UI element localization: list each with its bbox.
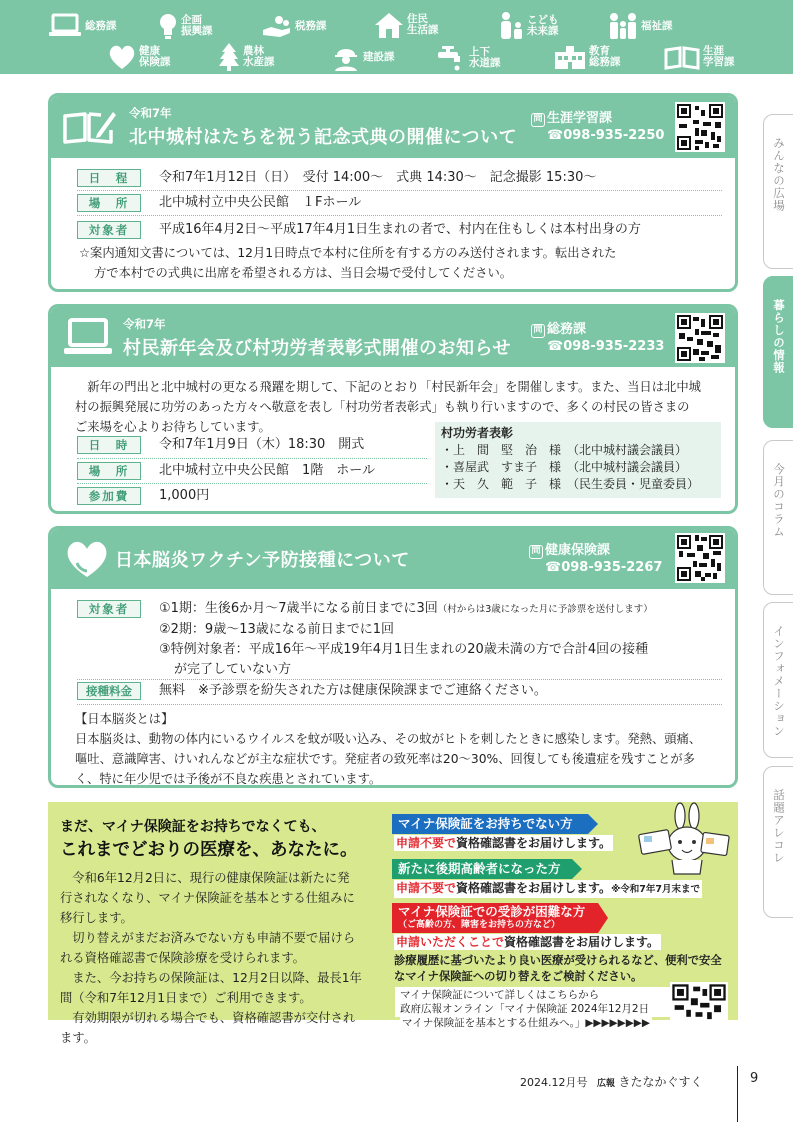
case1-rest: 資格確認書をお届けします。 bbox=[456, 836, 612, 850]
fee-text: 無料 ※予診票を紛失された方は健康保険課までご連絡ください。 bbox=[159, 683, 547, 698]
mynumber-headline-1: まだ、マイナ保険証をお持ちでなくても、 bbox=[60, 819, 326, 835]
laptop-icon bbox=[63, 317, 113, 357]
awardee-item: ・喜屋武 すま子 様 （北中城村議会議員） bbox=[441, 460, 688, 474]
case2-banner: 新たに後期高齢者になった方 bbox=[398, 861, 561, 876]
dept-label: 健康 保険課 bbox=[139, 45, 171, 68]
contact-tel: ☎098-935-2233 bbox=[547, 339, 665, 354]
dept-label: 総務課 bbox=[85, 19, 117, 32]
about-line: 嘔吐、意識障害、けいれんなどが主な症状です。発症者の致死率は20〜30%、回復しても後遺症を残すことが多 bbox=[75, 752, 695, 766]
inquiry-icon: 問 bbox=[531, 324, 545, 338]
dept-label: 教育 総務課 bbox=[589, 45, 621, 68]
footer-kouhou: 広報 bbox=[597, 1079, 616, 1089]
contact-tel: ☎098-935-2267 bbox=[545, 560, 663, 575]
dept-kensetsu[interactable] bbox=[332, 43, 395, 71]
contact-info bbox=[531, 321, 664, 355]
target-list bbox=[159, 599, 653, 680]
body-line: 令和6年12月2日に、現行の健康保険証は新たに発 bbox=[60, 871, 350, 885]
venue-text: 北中城村立中央公民館 1階 ホール bbox=[159, 463, 376, 478]
dept-label: 福祉課 bbox=[641, 19, 673, 32]
target-text: 平成16年4月2日〜平成17年4月1日生まれの者で、村内在住もしくは本村出身の方 bbox=[159, 222, 641, 237]
tab-label: 話題アレコレ bbox=[772, 789, 786, 864]
notice-paragraph bbox=[79, 243, 616, 283]
article-title: 北中城村はたちを祝う記念式典の開催について bbox=[129, 127, 518, 148]
tab-label: 今月のコラム bbox=[772, 463, 786, 538]
venue-row bbox=[77, 461, 375, 481]
article-header bbox=[51, 96, 735, 158]
fee-row bbox=[77, 681, 547, 701]
contact-info bbox=[529, 542, 662, 576]
contact-dept: 生涯学習課 bbox=[547, 111, 613, 126]
link-line: 政府広報オンライン「マイナ保険証 2024年12月2日 bbox=[400, 1003, 650, 1015]
book-icon bbox=[664, 44, 700, 70]
dept-zeimu[interactable] bbox=[262, 14, 327, 38]
case2-note: ※令和7年7月末まで bbox=[611, 884, 701, 895]
venue-tag: 場 所 bbox=[77, 462, 141, 480]
schedule-row bbox=[77, 168, 596, 188]
coins-hand-icon bbox=[262, 14, 292, 38]
case3-red: 申請いただくことで bbox=[396, 935, 505, 949]
schedule-tag: 日 程 bbox=[77, 169, 141, 187]
intro-line: 村の振興発展に功労のあった方々へ敬意を表し「村功労者表彰式」も執り行いますので、多くの村民の皆さまの bbox=[75, 400, 690, 414]
case1-line bbox=[394, 835, 613, 851]
awardee-item: ・上 間 堅 治 様 （北中城村議会議員） bbox=[441, 443, 688, 457]
article-title: 村民新年会及び村功労者表彰式開催のお知らせ bbox=[123, 338, 511, 359]
footer-magazine: きたなかぐすく bbox=[618, 1075, 703, 1089]
fee-tag: 参加費 bbox=[77, 487, 141, 505]
notice-line: ☆案内通知文書については、12月1日時点で本村に住所を有する方のみ送付されます。転出された bbox=[79, 246, 617, 260]
dept-label: 税務課 bbox=[295, 19, 327, 32]
body-line: 間（令和7年12月1日まで）ご利用できます。 bbox=[60, 991, 312, 1005]
worker-icon bbox=[332, 43, 360, 71]
case3-line bbox=[394, 934, 661, 950]
datetime-tag: 日 時 bbox=[77, 436, 141, 454]
awardees-title: 村功労者表彰 bbox=[441, 426, 514, 440]
target-item bbox=[159, 599, 653, 620]
article-coming-of-age bbox=[48, 93, 738, 292]
recommend-line: 診療履歴に基づいたより良い医療が受けられるなど、便利で安全 bbox=[394, 954, 722, 967]
dept-kikaku[interactable] bbox=[158, 12, 213, 40]
dept-shogai[interactable] bbox=[664, 44, 735, 70]
dept-jogesui[interactable] bbox=[436, 44, 501, 72]
inquiry-icon: 問 bbox=[531, 113, 545, 127]
qr-code-icon[interactable] bbox=[675, 533, 725, 583]
intro-line: ご来場を心よりお待ちしています。 bbox=[75, 420, 271, 434]
tab-wadai-arekore[interactable] bbox=[763, 766, 793, 918]
qr-code-icon[interactable] bbox=[670, 982, 728, 1020]
about-line: く、特に年少児では予後が不良な疾患とされています。 bbox=[75, 772, 382, 786]
tab-minna-no-hiroba[interactable] bbox=[763, 114, 793, 269]
dept-label: 生涯 学習課 bbox=[703, 45, 735, 68]
body-line: ます。 bbox=[60, 1031, 96, 1045]
datetime-text: 令和7年1月9日（木）18:30 開式 bbox=[159, 437, 365, 452]
article-era: 令和7年 bbox=[129, 106, 172, 120]
tab-label: みんなの広場 bbox=[772, 137, 786, 212]
tree-icon bbox=[218, 42, 240, 72]
row-divider bbox=[77, 679, 722, 680]
dept-soumu[interactable] bbox=[48, 13, 117, 39]
article-new-year-party bbox=[48, 304, 738, 514]
tab-label: 暮らしの情報 bbox=[772, 299, 786, 374]
dept-label: こども 未来課 bbox=[527, 14, 559, 37]
dept-fukushi[interactable] bbox=[608, 12, 673, 40]
case3-banner-sub: （ご高齢の方、障害をお持ちの方など） bbox=[398, 920, 561, 930]
row-divider bbox=[77, 483, 427, 484]
awardees-box bbox=[435, 422, 721, 498]
case3-banner bbox=[394, 903, 586, 930]
tab-kongetsu-no-column[interactable] bbox=[763, 440, 793, 595]
contact-info bbox=[531, 110, 664, 144]
target-item-note: （村からは3歳になった月に予診票を送付します） bbox=[437, 604, 653, 615]
heart-icon bbox=[65, 539, 109, 579]
family-icon bbox=[608, 12, 638, 40]
dept-label: 企画 振興課 bbox=[181, 14, 213, 37]
article-header bbox=[51, 307, 735, 367]
mynumber-headline-2: これまでどおりの医療を、あなたに。 bbox=[60, 840, 358, 860]
body-line: 行されなくなり、マイナ保険証を基本とする仕組みに bbox=[60, 891, 355, 905]
article-title: 日本脳炎ワクチン予防接種について bbox=[115, 550, 410, 571]
venue-text: 北中城村立中央公民館 １Fホール bbox=[159, 195, 362, 210]
link-line: マイナ保険証を基本とする仕組みへ。」▶▶▶▶▶▶▶▶ bbox=[402, 1017, 650, 1029]
house-icon bbox=[374, 11, 404, 39]
case2-line bbox=[394, 880, 702, 898]
dept-label: 住民 生活課 bbox=[407, 13, 439, 36]
page-number: 9 bbox=[750, 1071, 759, 1086]
schedule-text: 令和7年1月12日（日） 受付 14:00〜 式典 14:30〜 記念撮影 15:30〜 bbox=[159, 170, 597, 185]
dept-norin[interactable] bbox=[218, 42, 275, 72]
target-item: ③特例対象者：平成16年〜平成19年4月1日生まれの20歳未満の方で合計4回の接種 bbox=[159, 642, 649, 657]
body-line: 切り替えがまだお済みでない方も申請不要で届けら bbox=[60, 931, 356, 945]
dept-label: 建設課 bbox=[363, 50, 395, 63]
gov-pr-link-text-2[interactable] bbox=[400, 1016, 652, 1030]
case1-red: 申請不要で bbox=[396, 836, 457, 850]
case1-banner: マイナ保険証をお持ちでない方 bbox=[398, 816, 573, 831]
datetime-row bbox=[77, 435, 364, 455]
target-item: が完了していない方 bbox=[174, 662, 292, 677]
row-divider bbox=[77, 215, 722, 216]
case2-rest: 資格確認書をお届けします。 bbox=[456, 881, 612, 895]
target-tag: 対象者 bbox=[77, 600, 141, 618]
dept-label: 農林 水産課 bbox=[243, 45, 275, 68]
article-header bbox=[51, 529, 735, 589]
faucet-icon bbox=[436, 44, 466, 72]
dept-label: 上下 水道課 bbox=[469, 46, 501, 69]
heart-icon bbox=[108, 44, 136, 70]
article-era: 令和7年 bbox=[123, 317, 166, 331]
article-japanese-encephalitis bbox=[48, 526, 738, 788]
row-divider bbox=[77, 704, 722, 705]
tab-kurashi-no-joho[interactable] bbox=[763, 276, 793, 428]
laptop-icon bbox=[48, 13, 82, 39]
about-line: 日本脳炎は、動物の体内にいるウイルスを蚊が吸い込み、その蚊がヒトを刺したときに感染します。発熱、頭痛、 bbox=[75, 732, 702, 746]
school-icon bbox=[554, 44, 586, 70]
dept-kyoiku[interactable] bbox=[554, 44, 621, 70]
target-row bbox=[77, 220, 641, 240]
link-line: マイナ保険証について詳しくはこちらから bbox=[400, 989, 600, 1001]
about-paragraph bbox=[75, 709, 701, 788]
notice-line: 方で本村での式典に出席を希望される方は、当日会場で受付してください。 bbox=[94, 266, 513, 280]
target-tag: 対象者 bbox=[77, 221, 141, 239]
body-line: れる資格確認書で保険診療を受けられます。 bbox=[60, 951, 305, 965]
book-pen-icon bbox=[61, 108, 117, 144]
recommend-line: なマイナ保険証への切り替えをご検討ください。 bbox=[394, 970, 643, 983]
row-divider bbox=[77, 190, 722, 191]
recommend-text bbox=[394, 953, 722, 985]
lightbulb-icon bbox=[158, 12, 178, 40]
target-item: ②2期：9歳〜13歳になる前日までに1回 bbox=[159, 622, 395, 637]
contact-dept: 総務課 bbox=[547, 322, 587, 337]
fee-row bbox=[77, 486, 209, 506]
gov-pr-link-text[interactable] bbox=[400, 1002, 649, 1016]
contact-dept: 健康保険課 bbox=[545, 543, 611, 558]
body-line: 有効期限が切れる場合でも、資格確認書が交付され bbox=[60, 1011, 356, 1025]
contact-tel: ☎098-935-2250 bbox=[547, 128, 665, 143]
body-line: また、今お持ちの保険証は、12月2日以降、最長1年 bbox=[60, 971, 362, 985]
dept-kodomo[interactable] bbox=[498, 12, 559, 40]
dept-kenko[interactable] bbox=[108, 44, 171, 70]
footer-rule bbox=[737, 1066, 738, 1122]
tab-information[interactable] bbox=[763, 602, 793, 758]
footer-issue: 2024.12月号 bbox=[520, 1076, 588, 1089]
target-item-text: ①1期：生後6か月〜7歳半になる前日までに3回 bbox=[159, 601, 438, 616]
qr-code-icon[interactable] bbox=[675, 102, 725, 152]
intro-line: 新年の門出と北中城村の更なる飛躍を期して、下記のとおり「村民新年会」を開催します。また、当日は北中城 bbox=[75, 380, 701, 394]
body-line: 移行します。 bbox=[60, 911, 133, 925]
fee-tag: 接種料金 bbox=[77, 682, 141, 700]
tab-label: インフォメーション bbox=[772, 625, 786, 738]
footer-issue-info bbox=[520, 1073, 703, 1090]
venue-row bbox=[77, 193, 361, 213]
case2-red: 申請不要で bbox=[396, 881, 457, 895]
department-header bbox=[0, 0, 793, 74]
dept-jumin[interactable] bbox=[374, 11, 439, 39]
row-divider bbox=[77, 458, 427, 459]
awardee-item: ・天 久 範 子 様 （民生委員・児童委員） bbox=[441, 477, 700, 491]
venue-tag: 場 所 bbox=[77, 194, 141, 212]
mynumber-body bbox=[60, 868, 362, 1048]
parent-child-icon bbox=[498, 12, 524, 40]
case3-rest: 資格確認書をお届けします。 bbox=[504, 935, 660, 949]
fee-text: 1,000円 bbox=[159, 488, 210, 503]
target-row bbox=[77, 599, 653, 680]
about-title: 【日本脳炎とは】 bbox=[75, 712, 174, 726]
qr-code-icon[interactable] bbox=[675, 313, 725, 363]
case3-banner-title: マイナ保険証での受診が困難な方 bbox=[398, 904, 586, 919]
rabbit-mascot-icon bbox=[638, 802, 730, 876]
inquiry-icon: 問 bbox=[529, 545, 543, 559]
